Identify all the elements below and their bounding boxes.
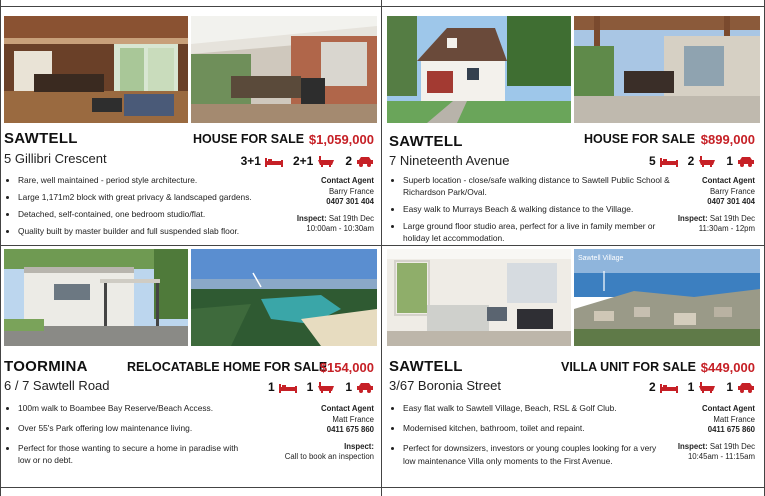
feature-item: • Easy walk to Murrays Beach & walking distance to the Village.: [403, 203, 673, 215]
agent-phone[interactable]: 0411 675 860: [707, 425, 755, 434]
listing-type: RELOCATABLE HOME FOR SALE: [127, 360, 328, 374]
bed-icon: [660, 156, 678, 167]
listing-photo-house: [387, 16, 571, 123]
listing-specs: [241, 154, 374, 168]
feature-item: • Easy flat walk to Sawtell Village, Beach, RSL & Golf Club.: [403, 402, 671, 415]
photo-label: Sawtell Village: [578, 255, 624, 262]
bath-count: 2+1: [292, 154, 314, 168]
inspect-time: 10:00am - 10:30am: [306, 224, 374, 233]
bed-count: 5: [648, 154, 656, 168]
inspect-label: Inspect:: [344, 441, 374, 451]
bed-count: 3+1: [240, 154, 261, 168]
bed-count: 1: [267, 380, 275, 394]
listing-photo-aerial-village: [574, 249, 760, 346]
listing-address: 6 / 7 Sawtell Road: [4, 378, 110, 393]
agent-phone[interactable]: 0407 301 404: [326, 197, 374, 206]
feature-list: [391, 402, 671, 473]
inspect-date: Sat 19th Dec: [709, 213, 755, 223]
agent-name: Barry France: [328, 186, 374, 196]
listing-type: HOUSE FOR SALE: [584, 132, 696, 146]
listing-photo-kitchen: [4, 16, 188, 123]
inspect-time: 11:30am - 12pm: [698, 224, 755, 233]
bath-icon: [317, 382, 335, 393]
bath-count: 2: [687, 154, 695, 168]
listing-address: 7 Nineteenth Avenue: [389, 153, 510, 168]
listing-address: 3/67 Boronia Street: [389, 378, 502, 393]
divider: [0, 0, 1, 496]
agent-label: Contact Agent: [702, 176, 755, 185]
feature-item: • 100m walk to Boambee Bay Reserve/Beach Access.: [18, 402, 248, 414]
car-icon: [356, 382, 374, 393]
feature-item: • Superb location - close/safe walking distance to Sawtell Public School & Richardson Park/Oval.: [403, 174, 673, 198]
divider: [0, 6, 765, 7]
bath-icon: [317, 156, 335, 167]
divider: [0, 487, 765, 488]
feature-item: • Large ground floor studio area, perfect for a live in family member or holiday let accommodation.: [403, 220, 673, 244]
listing-address: 5 Gillibri Crescent: [4, 151, 107, 166]
agent-block: [645, 404, 755, 463]
listing-specs: [268, 380, 374, 394]
divider: [381, 0, 382, 496]
listing-specs: [649, 154, 755, 168]
inspect-time: Call to book an inspection: [284, 452, 374, 461]
car-count: 1: [345, 380, 352, 394]
inspect-time: 10:45am - 11:15am: [687, 452, 755, 461]
bed-count: 2: [648, 380, 656, 394]
car-count: 1: [726, 154, 733, 168]
car-count: 2: [345, 154, 352, 168]
car-icon: [737, 382, 755, 393]
feature-item: • Over 55's Park offering low maintenance living.: [18, 422, 248, 434]
feature-item: • Detached, self-contained, one bedroom studio/flat.: [18, 208, 280, 220]
listing-card[interactable]: [2, 247, 380, 485]
listing-photo-living-room: [387, 249, 571, 346]
agent-label: Contact Agent: [702, 404, 755, 413]
agent-block: [264, 176, 374, 235]
agent-label: Contact Agent: [321, 404, 374, 413]
car-count: 1: [726, 380, 733, 394]
bath-icon: [698, 382, 716, 393]
bath-count: 1: [306, 380, 314, 394]
agent-phone[interactable]: 0407 301 404: [707, 197, 755, 206]
agent-name: Matt France: [332, 414, 374, 424]
listing-photo-aerial-beach: [191, 249, 377, 346]
listing-price: $449,000: [700, 360, 755, 375]
listing-suburb: SAWTELL: [389, 133, 463, 150]
listing-photo-relocatable: [4, 249, 188, 346]
agent-name: Matt France: [713, 414, 755, 424]
car-icon: [737, 156, 755, 167]
listing-photo-patio: [191, 16, 377, 123]
bath-count: 1: [687, 380, 695, 394]
inspect-date: Sat 19th Dec: [328, 213, 374, 223]
listing-suburb: TOORMINA: [4, 358, 88, 375]
bed-icon: [660, 382, 678, 393]
feature-list: [391, 174, 673, 246]
listing-suburb: SAWTELL: [4, 130, 78, 147]
listing-photo-pergola: [574, 16, 760, 123]
listing-suburb: SAWTELL: [389, 358, 463, 375]
listing-price: $154,000: [319, 360, 374, 375]
inspect-label: Inspect:: [677, 441, 708, 451]
agent-phone[interactable]: 0411 675 860: [326, 425, 374, 434]
bed-icon: [279, 382, 297, 393]
feature-item: • Perfect for those wanting to secure a home in paradise with low or no debt.: [18, 442, 248, 466]
agent-name: Barry France: [709, 186, 755, 196]
listing-card[interactable]: [385, 8, 763, 246]
bath-icon: [698, 156, 716, 167]
bed-icon: [265, 156, 283, 167]
agent-label: Contact Agent: [321, 176, 374, 185]
listing-type: VILLA UNIT FOR SALE: [561, 360, 696, 374]
agent-block: [264, 404, 374, 463]
feature-item: • Quality built by master builder and full suspended slab floor.: [18, 225, 280, 237]
listing-price: $1,059,000: [308, 132, 374, 147]
car-icon: [356, 156, 374, 167]
feature-item: • Modernised kitchen, bathroom, toilet and repaint.: [403, 422, 671, 435]
inspect-label: Inspect:: [677, 213, 708, 223]
feature-list: [6, 402, 248, 471]
agent-block: [645, 176, 755, 235]
feature-item: • Rare, well maintained - period style architecture.: [18, 174, 280, 186]
listing-type: HOUSE FOR SALE: [193, 132, 305, 146]
inspect-label: Inspect:: [296, 213, 327, 223]
listing-price: $899,000: [700, 132, 755, 147]
inspect-date: Sat 19th Dec: [709, 441, 755, 451]
feature-list: [6, 174, 280, 242]
listing-card[interactable]: [385, 247, 763, 485]
feature-item: • Large 1,171m2 block with great privacy & landscaped gardens.: [18, 191, 280, 203]
feature-item: • Perfect for downsizers, investors or young couples looking for a very low maintenance Villa only moments to the First Avenue.: [403, 442, 671, 468]
listing-specs: [649, 380, 755, 394]
listing-card[interactable]: [2, 8, 380, 246]
